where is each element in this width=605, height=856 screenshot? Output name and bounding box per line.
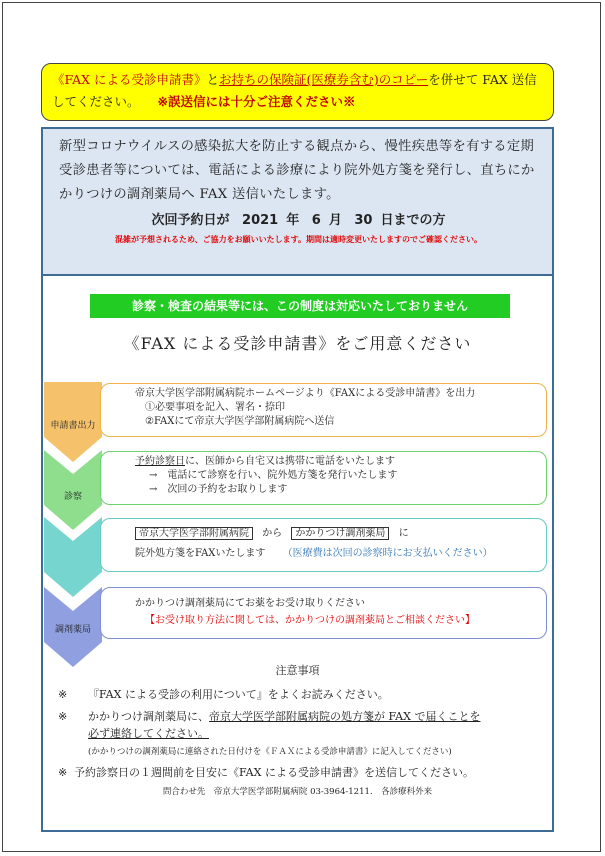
arrow-icon: → — [149, 484, 158, 495]
step1-line2: ①必要事項を記入、署名・捺印 — [145, 402, 285, 413]
step3-line2: 院外処方箋をFAXいたします — [135, 548, 266, 559]
note-2-underlined: 帝京大学医学部附属病院の処方箋が FAX で届くことを — [209, 710, 481, 723]
fax-notice — [41, 63, 554, 121]
chevron-step3-icon — [44, 517, 102, 597]
next-year: 2021 — [242, 213, 279, 228]
note-mark: ※ — [58, 688, 68, 701]
step2-line3: 次回の予約をお取りします — [167, 484, 288, 495]
info-box — [41, 127, 554, 276]
form-name: 《FAX による受診申請書》 — [52, 72, 207, 87]
step1-box — [100, 383, 547, 437]
appointment-date-word: 予約診察日 — [135, 456, 185, 467]
notice-send: を併せて FAX 送信してください。 — [52, 72, 537, 109]
step3-to: に — [398, 528, 409, 539]
hospital-box: 帝京大学医学部附属病院 — [135, 527, 253, 540]
note-3 — [58, 765, 474, 780]
step2-line2: 電話にて診察を行い、院外処方箋を発行いたします — [167, 470, 398, 481]
next-appointment — [59, 211, 538, 231]
next-day: 30 — [354, 213, 373, 228]
note-1 — [58, 687, 389, 702]
contact-info: 問合わせ先 帝京大学医学部附属病院 03-3964-1211. 各診療科外来 — [162, 787, 433, 797]
note-mark: ※ — [58, 710, 68, 723]
next-label: 次回予約日が — [151, 213, 230, 228]
step4-label: 調剤薬局 — [54, 625, 91, 635]
notice-and: と — [206, 72, 220, 87]
step3-from: から — [262, 528, 283, 539]
step1-label: 申請書出力 — [50, 421, 96, 431]
note-2 — [58, 709, 480, 724]
note-1-text: 『FAX による受診の利用について』をよくお読みください。 — [88, 688, 389, 701]
step4-box — [100, 587, 547, 639]
step1-line1: 帝京大学医学部附属病院ホームページより《FAXによる受診申請書》を出力 — [135, 388, 476, 399]
fee-note: （医療費は次回の診察時にお支払いください） — [282, 548, 493, 559]
arrow-icon: → — [149, 470, 158, 481]
step4-line1: かかりつけ調剤薬局にてお薬をお受け取りください — [135, 598, 365, 609]
step2-box — [100, 451, 547, 505]
note-2-line2 — [88, 726, 209, 741]
year-unit: 年 — [286, 213, 300, 228]
note-mark: ※ — [58, 766, 68, 779]
step4-line2: 【お受け取り方法に関しては、かかりつけの調剤薬局とご相談ください】 — [145, 615, 475, 626]
info-body: 新型コロナウイルスの感染拡大を防止する観点から、慢性疾患等を有する定期受診患者等については、電話による診療により院外処方箋を発行し、直ちにかかりつけの調剤薬局へ FAX 送信いたします。 — [59, 139, 535, 202]
next-month: 6 — [311, 213, 321, 228]
day-suffix: 日までの方 — [380, 213, 446, 228]
note-2-must-contact: 必ず連絡してください。 — [88, 727, 209, 740]
step2-line1: に、医師から自宅又は携帯に電話をいたします — [185, 456, 395, 467]
congestion-note: 混雑が予想されるため、ご協力をお願いいたします。期間は適時変更いたしますのでご確認ください。 — [114, 235, 483, 244]
step3-box — [100, 518, 547, 572]
note-2-sub: (かかりつけの調剤薬局に連絡された日付けを《ＦＡＸによる受診申請書》に記入してください) — [88, 747, 452, 757]
not-applicable-banner: 診察・検査の結果等には、この制度は対応いたしておりません — [90, 294, 510, 318]
step1-line3: ②FAXにて帝京大学医学部附属病院へ送信 — [145, 416, 335, 427]
pharmacy-box: かかりつけ調剤薬局 — [291, 527, 389, 540]
insurance-copy: お持ちの保険証(医療券含む)のコピー — [219, 72, 429, 87]
misfax-warning: ※誤送信には十分ご注意ください※ — [157, 94, 356, 109]
note-2-pre: かかりつけ調剤薬局に、 — [88, 710, 209, 723]
step2-label: 診察 — [63, 492, 82, 502]
month-unit: 月 — [328, 213, 342, 228]
notes-title: 注意事項 — [275, 664, 320, 677]
prep-title: 《FAX による受診申請書》をご用意ください — [123, 334, 472, 353]
note-3-text: 予約診察日の１週間前を目安に《FAX による受診申請書》を送信してください。 — [74, 766, 474, 779]
